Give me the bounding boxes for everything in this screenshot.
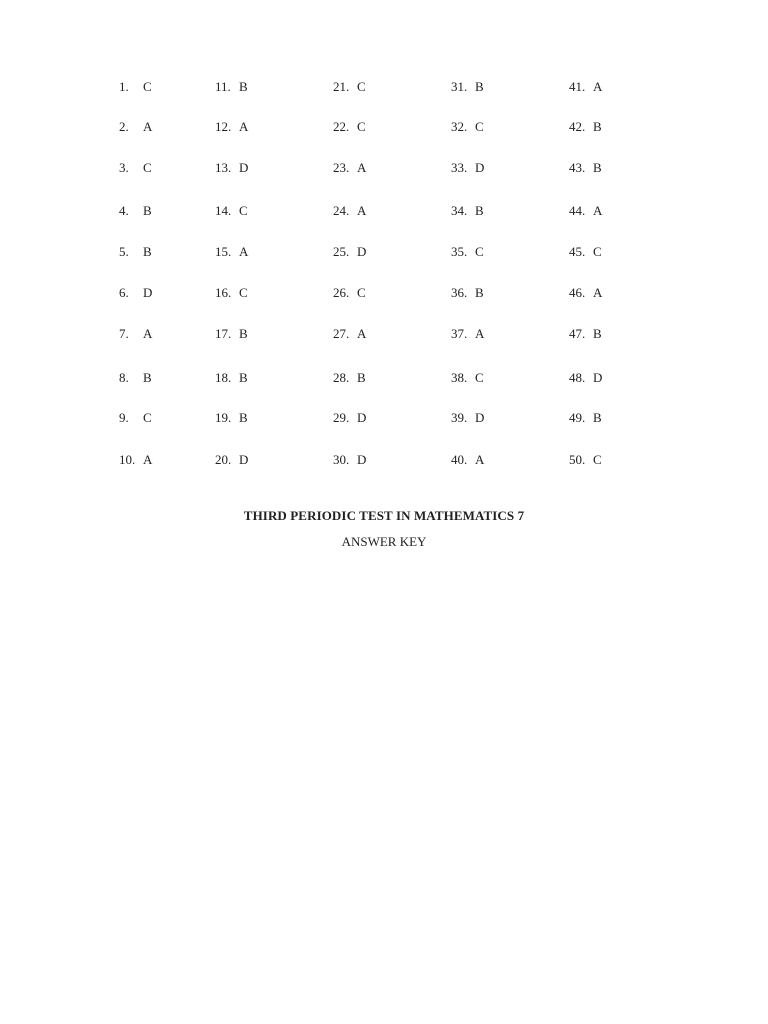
answer-number: 10. [119, 452, 136, 467]
answer-letter: B [143, 203, 152, 218]
answer-item [119, 370, 152, 386]
answer-letter: B [239, 326, 248, 341]
answer-number: 39. [451, 410, 468, 425]
answer-number: 15. [215, 244, 232, 259]
answer-item [215, 370, 248, 386]
answer-item [119, 119, 152, 135]
answer-letter: A [357, 203, 367, 218]
document-title: THIRD PERIODIC TEST IN MATHEMATICS 7 [243, 508, 525, 523]
answer-item [119, 203, 152, 219]
answer-letter: A [593, 285, 603, 300]
answer-item [569, 79, 602, 95]
answer-letter: D [143, 285, 153, 300]
answer-letter: C [593, 244, 602, 259]
answer-item [451, 79, 484, 95]
answer-number: 36. [451, 285, 468, 300]
answer-letter: D [357, 244, 367, 259]
answer-number: 34. [451, 203, 468, 218]
answer-letter: D [593, 370, 603, 385]
answer-letter: B [593, 410, 602, 425]
answer-letter: A [593, 79, 603, 94]
answer-item [333, 119, 366, 135]
answer-letter: C [143, 79, 152, 94]
answer-letter: C [475, 119, 484, 134]
answer-number: 32. [451, 119, 468, 134]
answer-item [333, 410, 366, 426]
answer-item [569, 244, 602, 260]
answer-number: 17. [215, 326, 232, 341]
answer-number: 38. [451, 370, 468, 385]
answer-number: 26. [333, 285, 350, 300]
answer-letter: B [593, 119, 602, 134]
answer-number: 40. [451, 452, 468, 467]
answer-letter: A [357, 160, 367, 175]
answer-letter: A [475, 326, 485, 341]
answer-item [119, 410, 152, 426]
answer-letter: A [143, 326, 153, 341]
answer-number: 3. [119, 160, 129, 175]
answer-number: 49. [569, 410, 586, 425]
answer-letter: D [239, 452, 249, 467]
answer-item [451, 160, 484, 176]
answer-number: 9. [119, 410, 129, 425]
answer-letter: C [357, 285, 366, 300]
answer-number: 20. [215, 452, 232, 467]
answer-number: 21. [333, 79, 350, 94]
answer-number: 48. [569, 370, 586, 385]
answer-item [119, 160, 152, 176]
answer-number: 28. [333, 370, 350, 385]
answer-letter: A [143, 119, 153, 134]
answer-number: 13. [215, 160, 232, 175]
answer-number: 7. [119, 326, 129, 341]
answer-number: 12. [215, 119, 232, 134]
answer-letter: B [239, 370, 248, 385]
answer-number: 4. [119, 203, 129, 218]
answer-number: 18. [215, 370, 232, 385]
answer-letter: C [593, 452, 602, 467]
answer-item [119, 326, 152, 342]
answer-item [333, 285, 366, 301]
answer-item [451, 370, 484, 386]
answer-number: 27. [333, 326, 350, 341]
answer-letter: A [239, 119, 249, 134]
answer-letter: D [239, 160, 249, 175]
answer-grid [0, 0, 768, 480]
answer-number: 37. [451, 326, 468, 341]
answer-letter: D [475, 410, 485, 425]
answer-letter: A [143, 452, 153, 467]
answer-number: 29. [333, 410, 350, 425]
answer-item [333, 244, 366, 260]
answer-letter: B [593, 160, 602, 175]
answer-letter: C [143, 410, 152, 425]
answer-item [569, 326, 602, 342]
answer-number: 41. [569, 79, 586, 94]
answer-item [569, 160, 602, 176]
answer-item [569, 203, 602, 219]
answer-item [333, 203, 366, 219]
answer-letter: C [239, 285, 248, 300]
answer-number: 6. [119, 285, 129, 300]
answer-item [333, 160, 366, 176]
answer-item [451, 203, 484, 219]
answer-item [215, 79, 248, 95]
answer-letter: C [357, 119, 366, 134]
answer-item [215, 410, 248, 426]
answer-number: 46. [569, 285, 586, 300]
answer-letter: A [239, 244, 249, 259]
answer-item [333, 326, 366, 342]
answer-number: 19. [215, 410, 232, 425]
answer-item [333, 370, 366, 386]
answer-letter: D [475, 160, 485, 175]
answer-number: 22. [333, 119, 350, 134]
answer-item [569, 370, 602, 386]
answer-item [215, 160, 248, 176]
answer-number: 16. [215, 285, 232, 300]
answer-letter: B [475, 203, 484, 218]
answer-item [451, 119, 484, 135]
answer-letter: B [143, 370, 152, 385]
answer-item [215, 285, 248, 301]
answer-item [569, 285, 602, 301]
answer-number: 8. [119, 370, 129, 385]
answer-number: 45. [569, 244, 586, 259]
answer-item [451, 410, 484, 426]
answer-letter: A [475, 452, 485, 467]
answer-item [119, 452, 152, 468]
answer-number: 11. [215, 79, 231, 94]
answer-letter: A [593, 203, 603, 218]
answer-letter: B [593, 326, 602, 341]
answer-number: 44. [569, 203, 586, 218]
answer-letter: D [357, 452, 367, 467]
answer-letter: C [143, 160, 152, 175]
answer-letter: B [475, 79, 484, 94]
answer-letter: C [475, 370, 484, 385]
answer-letter: B [357, 370, 366, 385]
answer-number: 35. [451, 244, 468, 259]
answer-letter: C [357, 79, 366, 94]
answer-item [451, 326, 484, 342]
answer-item [119, 285, 152, 301]
answer-number: 43. [569, 160, 586, 175]
answer-item [215, 452, 248, 468]
answer-item [215, 326, 248, 342]
document-subtitle: ANSWER KEY [341, 534, 427, 549]
answer-letter: B [239, 410, 248, 425]
answer-item [119, 244, 152, 260]
answer-number: 1. [119, 79, 129, 94]
answer-letter: B [143, 244, 152, 259]
answer-item [451, 285, 484, 301]
answer-item [333, 452, 366, 468]
answer-letter: C [475, 244, 484, 259]
answer-number: 42. [569, 119, 586, 134]
answer-letter: B [239, 79, 248, 94]
answer-item [569, 119, 602, 135]
answer-number: 47. [569, 326, 586, 341]
answer-letter: C [239, 203, 248, 218]
answer-item [569, 452, 602, 468]
answer-number: 2. [119, 119, 129, 134]
answer-number: 31. [451, 79, 468, 94]
answer-number: 14. [215, 203, 232, 218]
answer-letter: A [357, 326, 367, 341]
answer-letter: B [475, 285, 484, 300]
answer-number: 30. [333, 452, 350, 467]
answer-letter: D [357, 410, 367, 425]
answer-item [333, 79, 366, 95]
answer-item [451, 452, 484, 468]
answer-item [451, 244, 484, 260]
answer-item [215, 244, 248, 260]
answer-item [119, 79, 152, 95]
answer-item [215, 203, 248, 219]
answer-number: 33. [451, 160, 468, 175]
answer-number: 24. [333, 203, 350, 218]
answer-number: 23. [333, 160, 350, 175]
answer-number: 25. [333, 244, 350, 259]
answer-item [215, 119, 248, 135]
answer-number: 50. [569, 452, 586, 467]
answer-number: 5. [119, 244, 129, 259]
answer-item [569, 410, 602, 426]
